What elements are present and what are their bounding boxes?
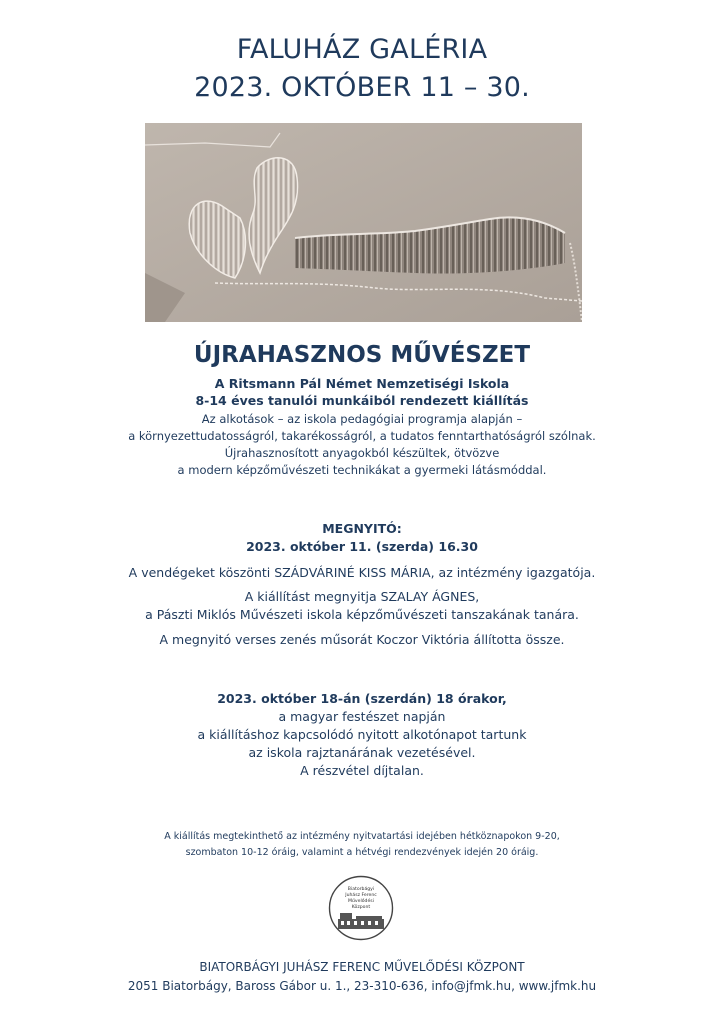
opening-welcome: A vendégeket köszönti SZÁDVÁRINÉ KISS MÁRIA, az intézmény igazgatója. [128,565,596,580]
visiting-line: A kiállítás megtekinthető az intézmény nyitvatartási idejében hétköznapokon 9-20, [164,831,560,842]
logo-text-line: Központ [351,905,371,910]
opener-line: a Pászti Miklós Művészeti iskola képzőművészeti tanszakának tanára. [145,607,579,622]
logo-text-line: Biatorbágyi [347,887,375,892]
exhibition-subtitle: 8-14 éves tanulói munkáiból rendezett kiállítás [195,393,529,408]
opening-opener [0,588,724,624]
opening-program: A megnyitó verses zenés műsorát Koczor Viktória állította össze. [159,632,565,647]
visiting-hours [0,829,724,861]
workshop-details [0,708,724,780]
organization-name: BIATORBÁGYI JUHÁSZ FERENC MŰVELŐDÉSI KÖZPONT [199,960,525,974]
visiting-line: szombaton 10-12 óráig, valamint a hétvégi rendezvények idején 20 óráig. [185,847,539,858]
opening-datetime: 2023. október 11. (szerda) 16.30 [246,539,478,554]
workshop-datetime: 2023. október 18-án (szerdán) 18 órakor, [217,691,507,706]
logo-text-line: Művelődési [348,899,374,904]
workshop-line: A részvétel díjtalan. [300,763,424,778]
cardboard-relief-artwork [145,123,582,322]
cultural-center-logo [328,875,394,941]
opening-label: MEGNYITÓ: [322,521,402,536]
description-line: a modern képzőművészeti technikákat a gyermeki látásmóddal. [177,463,547,477]
description-line: a környezettudatosságról, takarékosságról, a tudatos fenntarthatóságról szólnak. [128,429,596,443]
description-line: Újrahasznosított anyagokból készültek, ötvözve [224,446,500,460]
workshop-line: a magyar festészet napján [278,709,446,724]
workshop-line: a kiállításhoz kapcsolódó nyitott alkotónapot tartunk [197,727,527,742]
venue-heading: FALUHÁZ GALÉRIA [236,34,488,65]
workshop-line: az iskola rajztanárának vezetésével. [248,745,476,760]
opener-line: A kiállítást megnyitja SZALAY ÁGNES, [244,589,480,604]
description-line: Az alkotások – az iskola pedagógiai programja alapján – [201,412,523,426]
logo-text-line: Juhász Ferenc [345,893,377,898]
exhibition-dates: 2023. OKTÓBER 11 – 30. [194,72,530,103]
exhibition-title: ÚJRAHASZNOS MŰVÉSZET [193,342,531,368]
exhibition-description [0,411,724,479]
contact-info: 2051 Biatorbágy, Baross Gábor u. 1., 23-310-636, info@jfmk.hu, www.jfmk.hu [127,979,597,993]
school-name: A Ritsmann Pál Német Nemzetiségi Iskola [214,376,510,391]
